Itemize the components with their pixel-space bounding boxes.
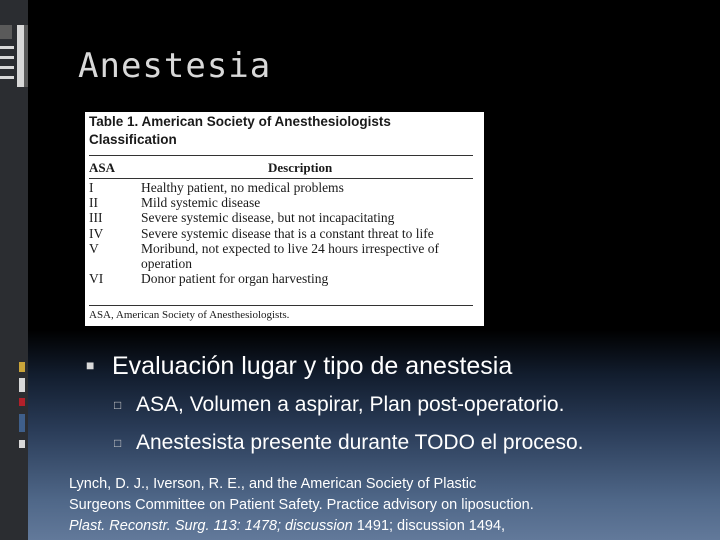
decorative-bar	[19, 362, 25, 372]
citation	[69, 474, 709, 537]
asa-class: VI	[89, 271, 104, 287]
sub-bullet-item	[114, 429, 706, 459]
table-caption: Table 1. American Society of Anesthesiologists Classification	[89, 114, 391, 147]
asa-class: II	[89, 195, 98, 211]
table-row	[89, 195, 479, 210]
table-body	[89, 180, 479, 286]
citation-line: Lynch, D. J., Iverson, R. E., and the American Society of Plastic	[69, 476, 477, 492]
decorative-bar	[19, 398, 25, 406]
decorative-bar	[0, 66, 14, 69]
table-footnote: ASA, American Society of Anesthesiologists.	[89, 309, 290, 321]
table-rule	[89, 155, 473, 156]
bullet-text: Evaluación lugar y tipo de anestesia	[112, 352, 513, 380]
table-row	[89, 210, 479, 225]
decorative-bar	[0, 76, 14, 79]
decorative-bar	[19, 440, 25, 448]
asa-description: Moribund, not expected to live 24 hours irrespective of operation	[141, 240, 440, 272]
decorative-bar	[17, 25, 24, 87]
table-rule	[89, 178, 473, 179]
table-rule	[89, 305, 473, 306]
asa-class: I	[89, 180, 94, 195]
table-header-description: Description	[268, 160, 333, 175]
citation-journal: Plast. Reconstr. Surg. 113: 1478; discussion	[69, 518, 353, 534]
asa-class: IV	[89, 225, 104, 241]
decorative-bar	[0, 46, 14, 49]
table-row	[89, 271, 479, 286]
asa-description: Severe systemic disease that is a constant threat to life	[141, 225, 434, 241]
table-row	[89, 241, 479, 271]
asa-class: III	[89, 210, 103, 226]
decorative-bar	[19, 378, 25, 392]
bullet-item	[86, 350, 706, 385]
decorative-bar	[24, 25, 28, 87]
table-row	[89, 180, 479, 195]
bullet-list	[86, 350, 706, 459]
square-bullet-icon: ■	[86, 357, 95, 373]
decorative-bar	[0, 56, 14, 59]
decorative-bar	[19, 414, 25, 432]
asa-description: Donor patient for organ harvesting	[141, 271, 329, 287]
citation-pages: 1491; discussion 1494,	[352, 518, 506, 534]
asa-description: Severe systemic disease, but not incapacitating	[141, 210, 395, 226]
citation-line: Surgeons Committee on Patient Safety. Practice advisory on liposuction.	[69, 497, 534, 513]
table-header-asa: ASA	[89, 160, 116, 175]
sub-bullet-text: ASA, Volumen a aspirar, Plan post-operatorio.	[136, 393, 565, 416]
hollow-square-bullet-icon: □	[114, 398, 122, 412]
asa-class: V	[89, 240, 99, 256]
citation-line	[69, 516, 709, 537]
table-row	[89, 226, 479, 241]
asa-description: Healthy patient, no medical problems	[141, 180, 344, 195]
asa-description: Mild systemic disease	[141, 195, 261, 211]
asa-classification-table	[85, 112, 484, 326]
hollow-square-bullet-icon: □	[114, 436, 122, 450]
sub-bullet-item	[114, 391, 706, 421]
decorative-bar	[0, 25, 12, 39]
slide-title: Anestesia	[78, 46, 272, 86]
sub-bullet-text: Anestesista presente durante TODO el proceso.	[136, 431, 584, 454]
